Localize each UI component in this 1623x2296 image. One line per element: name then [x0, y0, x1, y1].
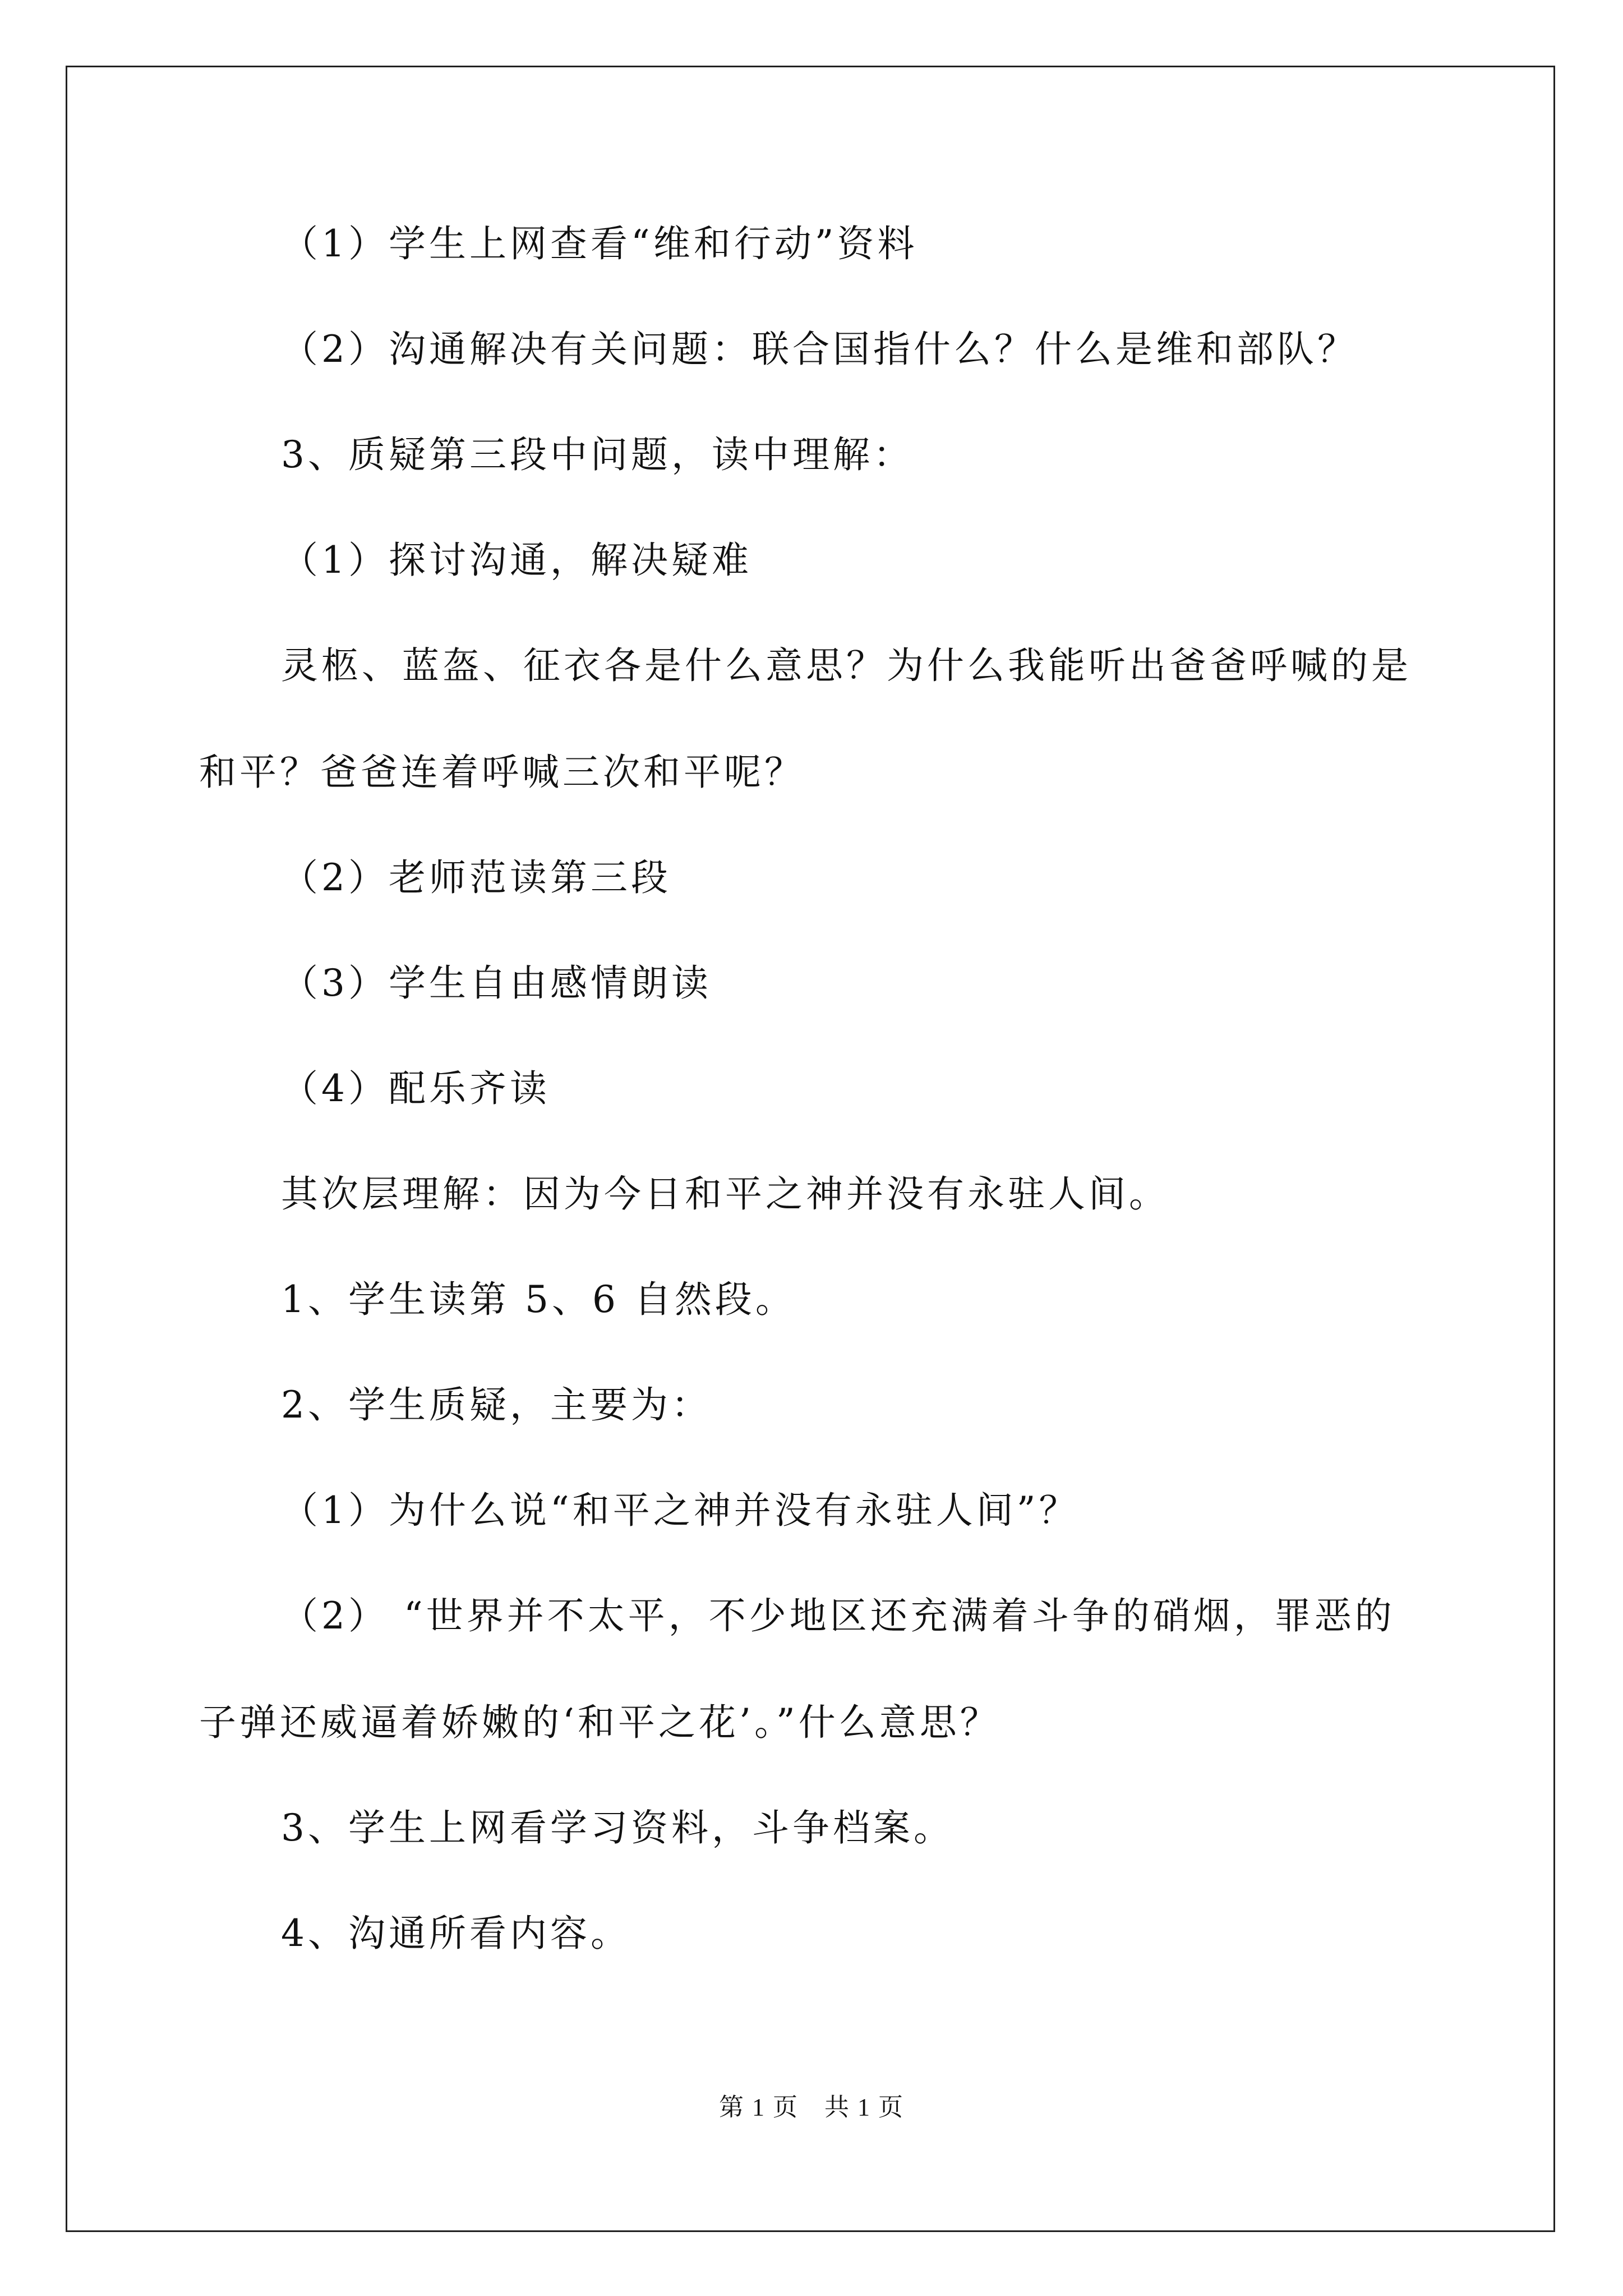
- paragraph-7: （3）学生自由感情朗读: [281, 961, 712, 1005]
- paragraph-14: 3、学生上网看学习资料，斗争档案。: [281, 1806, 954, 1849]
- paragraph-12: （1）为什么说“和平之神并没有永驻人间”？: [281, 1489, 1080, 1532]
- paragraph-4: （1）探讨沟通，解决疑难: [281, 539, 752, 582]
- paragraph-6: （2）老师范读第三段: [281, 856, 671, 899]
- paragraph-15: 4、沟通所看内容。: [281, 1912, 631, 1955]
- paragraph-1: （1）学生上网查看“维和行动”资料: [281, 222, 918, 265]
- paragraph-8: （4）配乐齐读: [281, 1067, 550, 1110]
- paragraph-3: 3、质疑第三段中问题，读中理解：: [281, 433, 914, 476]
- document-body: [199, 219, 1427, 2014]
- paragraph-10: 1、学生读第 5、6 自然段。: [281, 1278, 796, 1321]
- paragraph-11: 2、学生质疑，主要为：: [281, 1383, 712, 1427]
- paragraph-5: 灵柩、蓝盔、征衣各是什么意思？为什么我能听出爸爸呼喊的是和平？爸爸连着呼喊三次和平呢？: [199, 644, 1412, 794]
- page-number: 第 1 页 共 1 页: [719, 2093, 904, 2121]
- paragraph-13: （2） “世界并不太平，不少地区还充满着斗争的硝烟，罪恶的子弹还威逼着娇嫩的‘和平之花’。”什么意思？: [199, 1594, 1395, 1744]
- paragraph-9: 其次层理解：因为今日和平之神并没有永驻人间。: [281, 1172, 1169, 1216]
- paragraph-2: （2）沟通解决有关问题：联合国指什么？什么是维和部队？: [281, 328, 1358, 371]
